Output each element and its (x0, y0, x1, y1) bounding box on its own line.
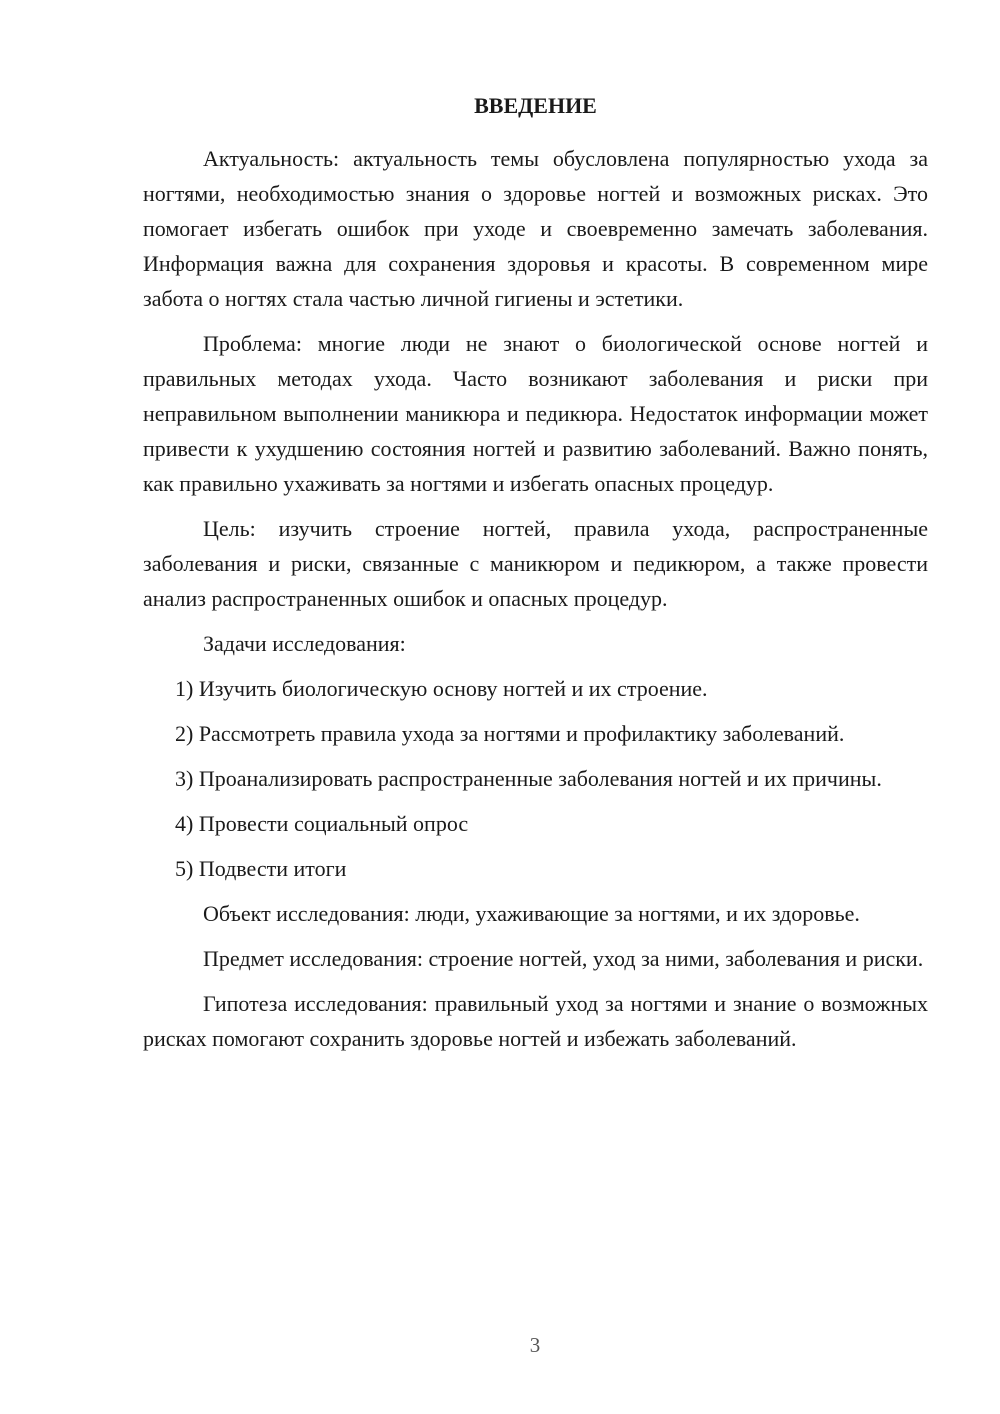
document-page (143, 88, 928, 1056)
task-item-3: 3) Проанализировать распространенные заболевания ногтей и их причины. (175, 766, 882, 791)
problem-paragraph: Проблема: многие люди не знают о биологической основе ногтей и правильных методах ухода. Часто возникают заболевания и риски при неправильном выполнении маникюра и педикюра. Недостаток информации может привести к ухудшению состояния ногтей и развитию заболеваний. Важно понять, как правильно ухаживать за ногтями и избегать опасных процедур. (143, 331, 928, 496)
task-item-4: 4) Провести социальный опрос (175, 811, 469, 836)
relevance-paragraph: Актуальность: актуальность темы обусловлена популярностью ухода за ногтями, необходимостью знания о здоровье ногтей и возможных рисках. Это помогает избегать ошибок при уходе и своевременно замечать заболевания. Информация важна для сохранения здоровья и красоты. В современном мире забота о ногтях стала частью личной гигиены и эстетики. (143, 146, 928, 311)
hypothesis-paragraph: Гипотеза исследования: правильный уход за ногтями и знание о возможных рисках помогают сохранить здоровье ногтей и избежать заболеваний. (143, 991, 928, 1051)
task-item-2: 2) Рассмотреть правила ухода за ногтями и профилактику заболеваний. (175, 721, 845, 746)
page-number: 3 (529, 1333, 541, 1357)
section-heading: ВВЕДЕНИЕ (474, 93, 597, 118)
goal-paragraph: Цель: изучить строение ногтей, правила ухода, распространенные заболевания и риски, связанные с маникюром и педикюром, а также провести анализ распространенных ошибок и опасных процедур. (143, 516, 928, 611)
subject-paragraph: Предмет исследования: строение ногтей, уход за ними, заболевания и риски. (203, 946, 924, 971)
tasks-title: Задачи исследования: (203, 631, 406, 656)
task-item-1: 1) Изучить биологическую основу ногтей и их строение. (175, 676, 708, 701)
object-paragraph: Объект исследования: люди, ухаживающие за ногтями, и их здоровье. (203, 901, 860, 926)
task-item-5: 5) Подвести итоги (175, 856, 347, 881)
